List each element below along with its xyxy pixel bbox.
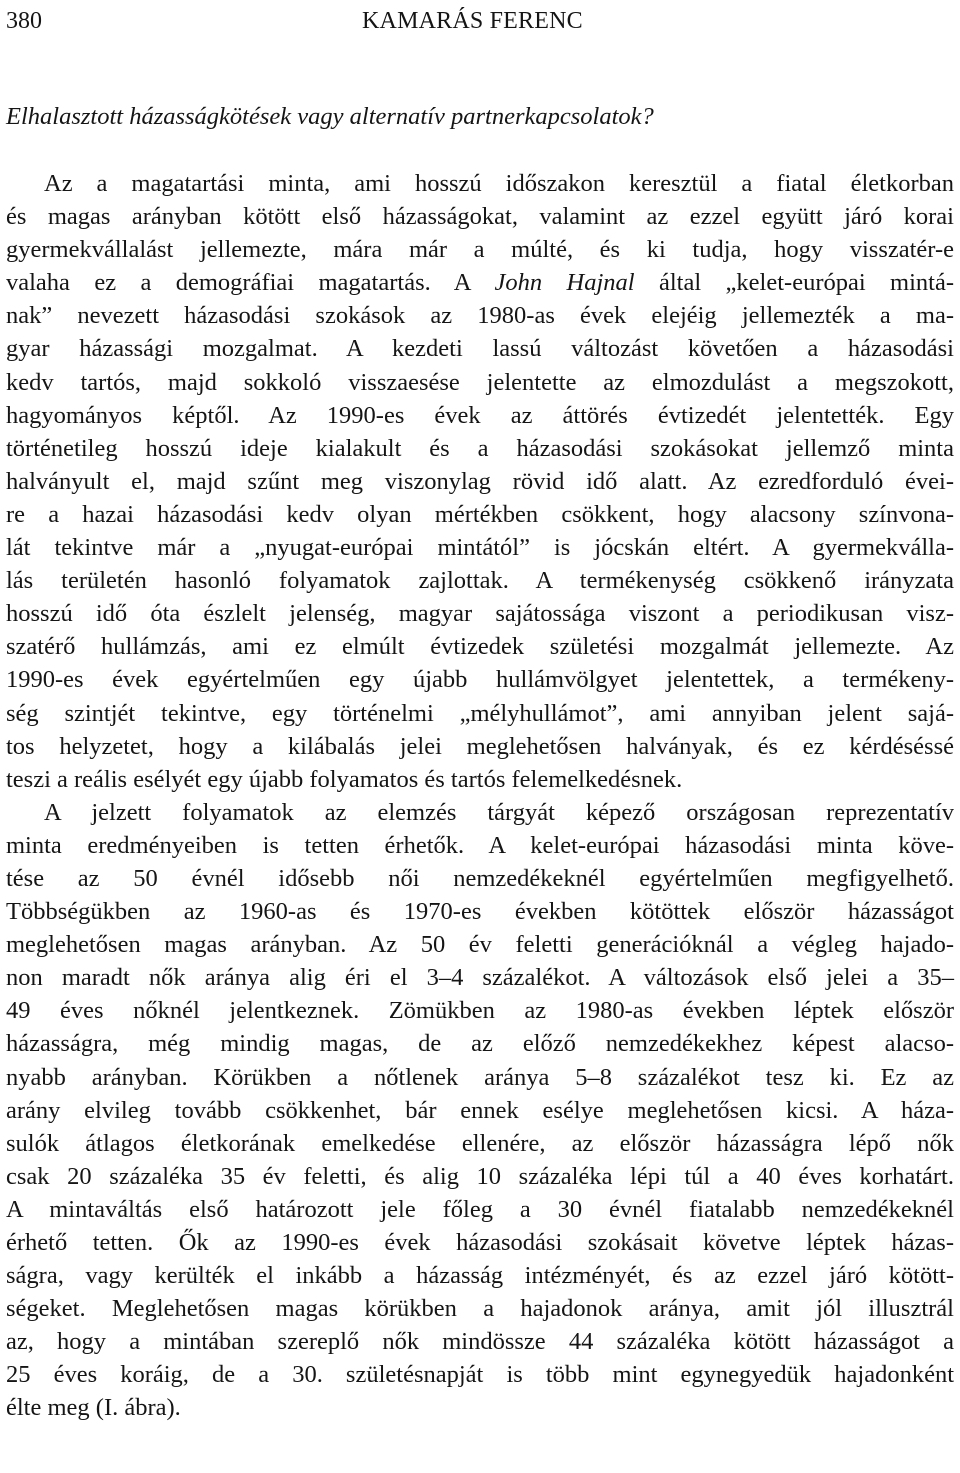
text-line: arány elvileg tovább csökkenhet, bár ennek esélye meglehetősen kicsi. A háza- — [6, 1096, 954, 1124]
text-line: halványult el, majd szűnt meg viszonylag rövid idő alatt. Az ezredforduló évei- — [6, 467, 954, 495]
text-line: nak” nevezett házasodási szokások az 1980-as évek elejéig jellemezték a ma- — [6, 302, 954, 330]
italic-name: John Hajnal — [494, 269, 635, 297]
text-line: teszi a reális esélyét egy újabb folyamatos és tartós felemelkedésnek. — [6, 765, 683, 793]
text-line: gyar házassági mozgalmat. A kezdeti lassú változást követően a házasodási — [6, 335, 954, 363]
running-title: KAMARÁS FERENC — [362, 8, 583, 34]
text-line: sulók átlagos életkorának emelkedése ellenére, az először házasságra lépő nők — [6, 1129, 954, 1157]
text-line: valaha ez a demográfiai magatartás. A John Hajnal által „kelet-európai mintá- — [6, 269, 955, 297]
text-line: non maradt nők aránya alig éri el 3–4 százalékot. A változások első jelei a 35– — [6, 964, 954, 992]
text-line: érhető tetten. Ők az 1990-es évek házasodási szokásait követve léptek házas- — [6, 1229, 954, 1256]
text-line: meglehetősen magas arányban. Az 50 év feletti generációknál a végleg hajado- — [6, 931, 954, 959]
paragraph — [6, 167, 954, 796]
paragraph — [6, 796, 954, 1425]
page-number: 380 — [6, 8, 42, 34]
section-heading: Elhalasztott házasságkötések vagy alternatív partnerkapcsolatok? — [6, 103, 654, 130]
text-line: minta eredményeiben is tetten érhetők. A kelet-európai házasodási minta köve- — [6, 831, 954, 859]
text-line: Az a magatartási minta, ami hosszú időszakon keresztül a fiatal életkorban — [44, 170, 954, 197]
text-line: hosszú idő óta észlelt jelenség, magyar sajátossága viszont a periodikusan visz- — [6, 600, 954, 628]
text-line: csak 20 százaléka 35 év feletti, és alig 10 százaléka lépi túl a 40 éves korhatárt. — [6, 1162, 954, 1190]
text-line: gyermekvállalást jellemezte, mára már a múlté, és ki tudja, hogy visszatér-e — [6, 236, 954, 264]
text-line: re a hazai házasodási kedv olyan mértékben csökkent, hogy alacsony színvona- — [6, 500, 954, 528]
journal-page — [6, 0, 954, 1425]
text-line: A jelzett folyamatok az elemzés tárgyát képező országosan reprezentatív — [44, 798, 954, 826]
text-line: hagyományos képtől. Az 1990-es évek az áttörés évtizedét jelentették. Egy — [6, 401, 954, 429]
text-line: az, hogy a mintában szereplő nők mindössze 44 százaléka kötött házasságot a — [6, 1328, 954, 1356]
body-text — [6, 167, 954, 1425]
text-line: 1990-es évek egyértelműen egy újabb hullámvölgyet jelentettek, a termékeny- — [6, 666, 954, 694]
text-line: és magas arányban kötött első házasságokat, valamint az ezzel együtt járó korai — [6, 203, 954, 231]
text-line: szatérő hullámzás, ami ez elmúlt évtizedek születési mozgalmát jellemezte. Az — [6, 633, 954, 661]
text-line: ségeket. Meglehetősen magas körükben a hajadonok aránya, amit jól illusztrál — [6, 1295, 954, 1323]
text-line: 49 éves nőknél jelentkeznek. Zömükben az 1980-as években léptek először — [6, 997, 954, 1025]
text-line: tos helyzetet, hogy a kilábalás jelei meglehetősen halványak, és ez kérdéséssé — [6, 732, 954, 760]
text-line: tése az 50 évnél idősebb női nemzedékeknél egyértelműen megfigyelhető. — [6, 864, 954, 892]
text-line: A mintaváltás első határozott jele főleg a 30 évnél fiatalabb nemzedékeknél — [6, 1195, 954, 1223]
text-line: házasságra, még mindig magas, de az előző nemzedékekhez képest alacso- — [6, 1030, 954, 1058]
text-line: lás területén hasonló folyamatok zajlottak. A termékenység csökkenő irányzata — [6, 567, 954, 595]
text-line: 25 éves koráig, de a 30. születésnapját is több mint egynegyedük hajadonként — [6, 1361, 954, 1389]
text-line: élte meg (I. ábra). — [6, 1394, 181, 1422]
text-line: történetileg hosszú ideje kialakult és a házasodási szokásokat jellemző minta — [6, 434, 954, 462]
text-line: ságra, vagy kerülték el inkább a házasság intézményét, és az ezzel járó kötött- — [6, 1262, 954, 1290]
text-line: Többségükben az 1960-as és 1970-es években kötöttek először házasságot — [6, 898, 954, 926]
text-line: nyabb arányban. Körükben a nőtlenek aránya 5–8 százalékot tesz ki. Ez az — [6, 1063, 954, 1091]
running-header — [6, 4, 954, 44]
text-line: ség szintjét tekintve, egy történelmi „mélyhullámot”, ami annyiban jelent sajá- — [6, 699, 954, 727]
text-line: kedv tartós, majd sokkoló visszaesése jelentette az elmozdulást a megszokott, — [6, 368, 954, 396]
text-line: lát tekintve már a „nyugat-európai mintától” is jócskán eltért. A gyermekválla- — [6, 534, 954, 562]
